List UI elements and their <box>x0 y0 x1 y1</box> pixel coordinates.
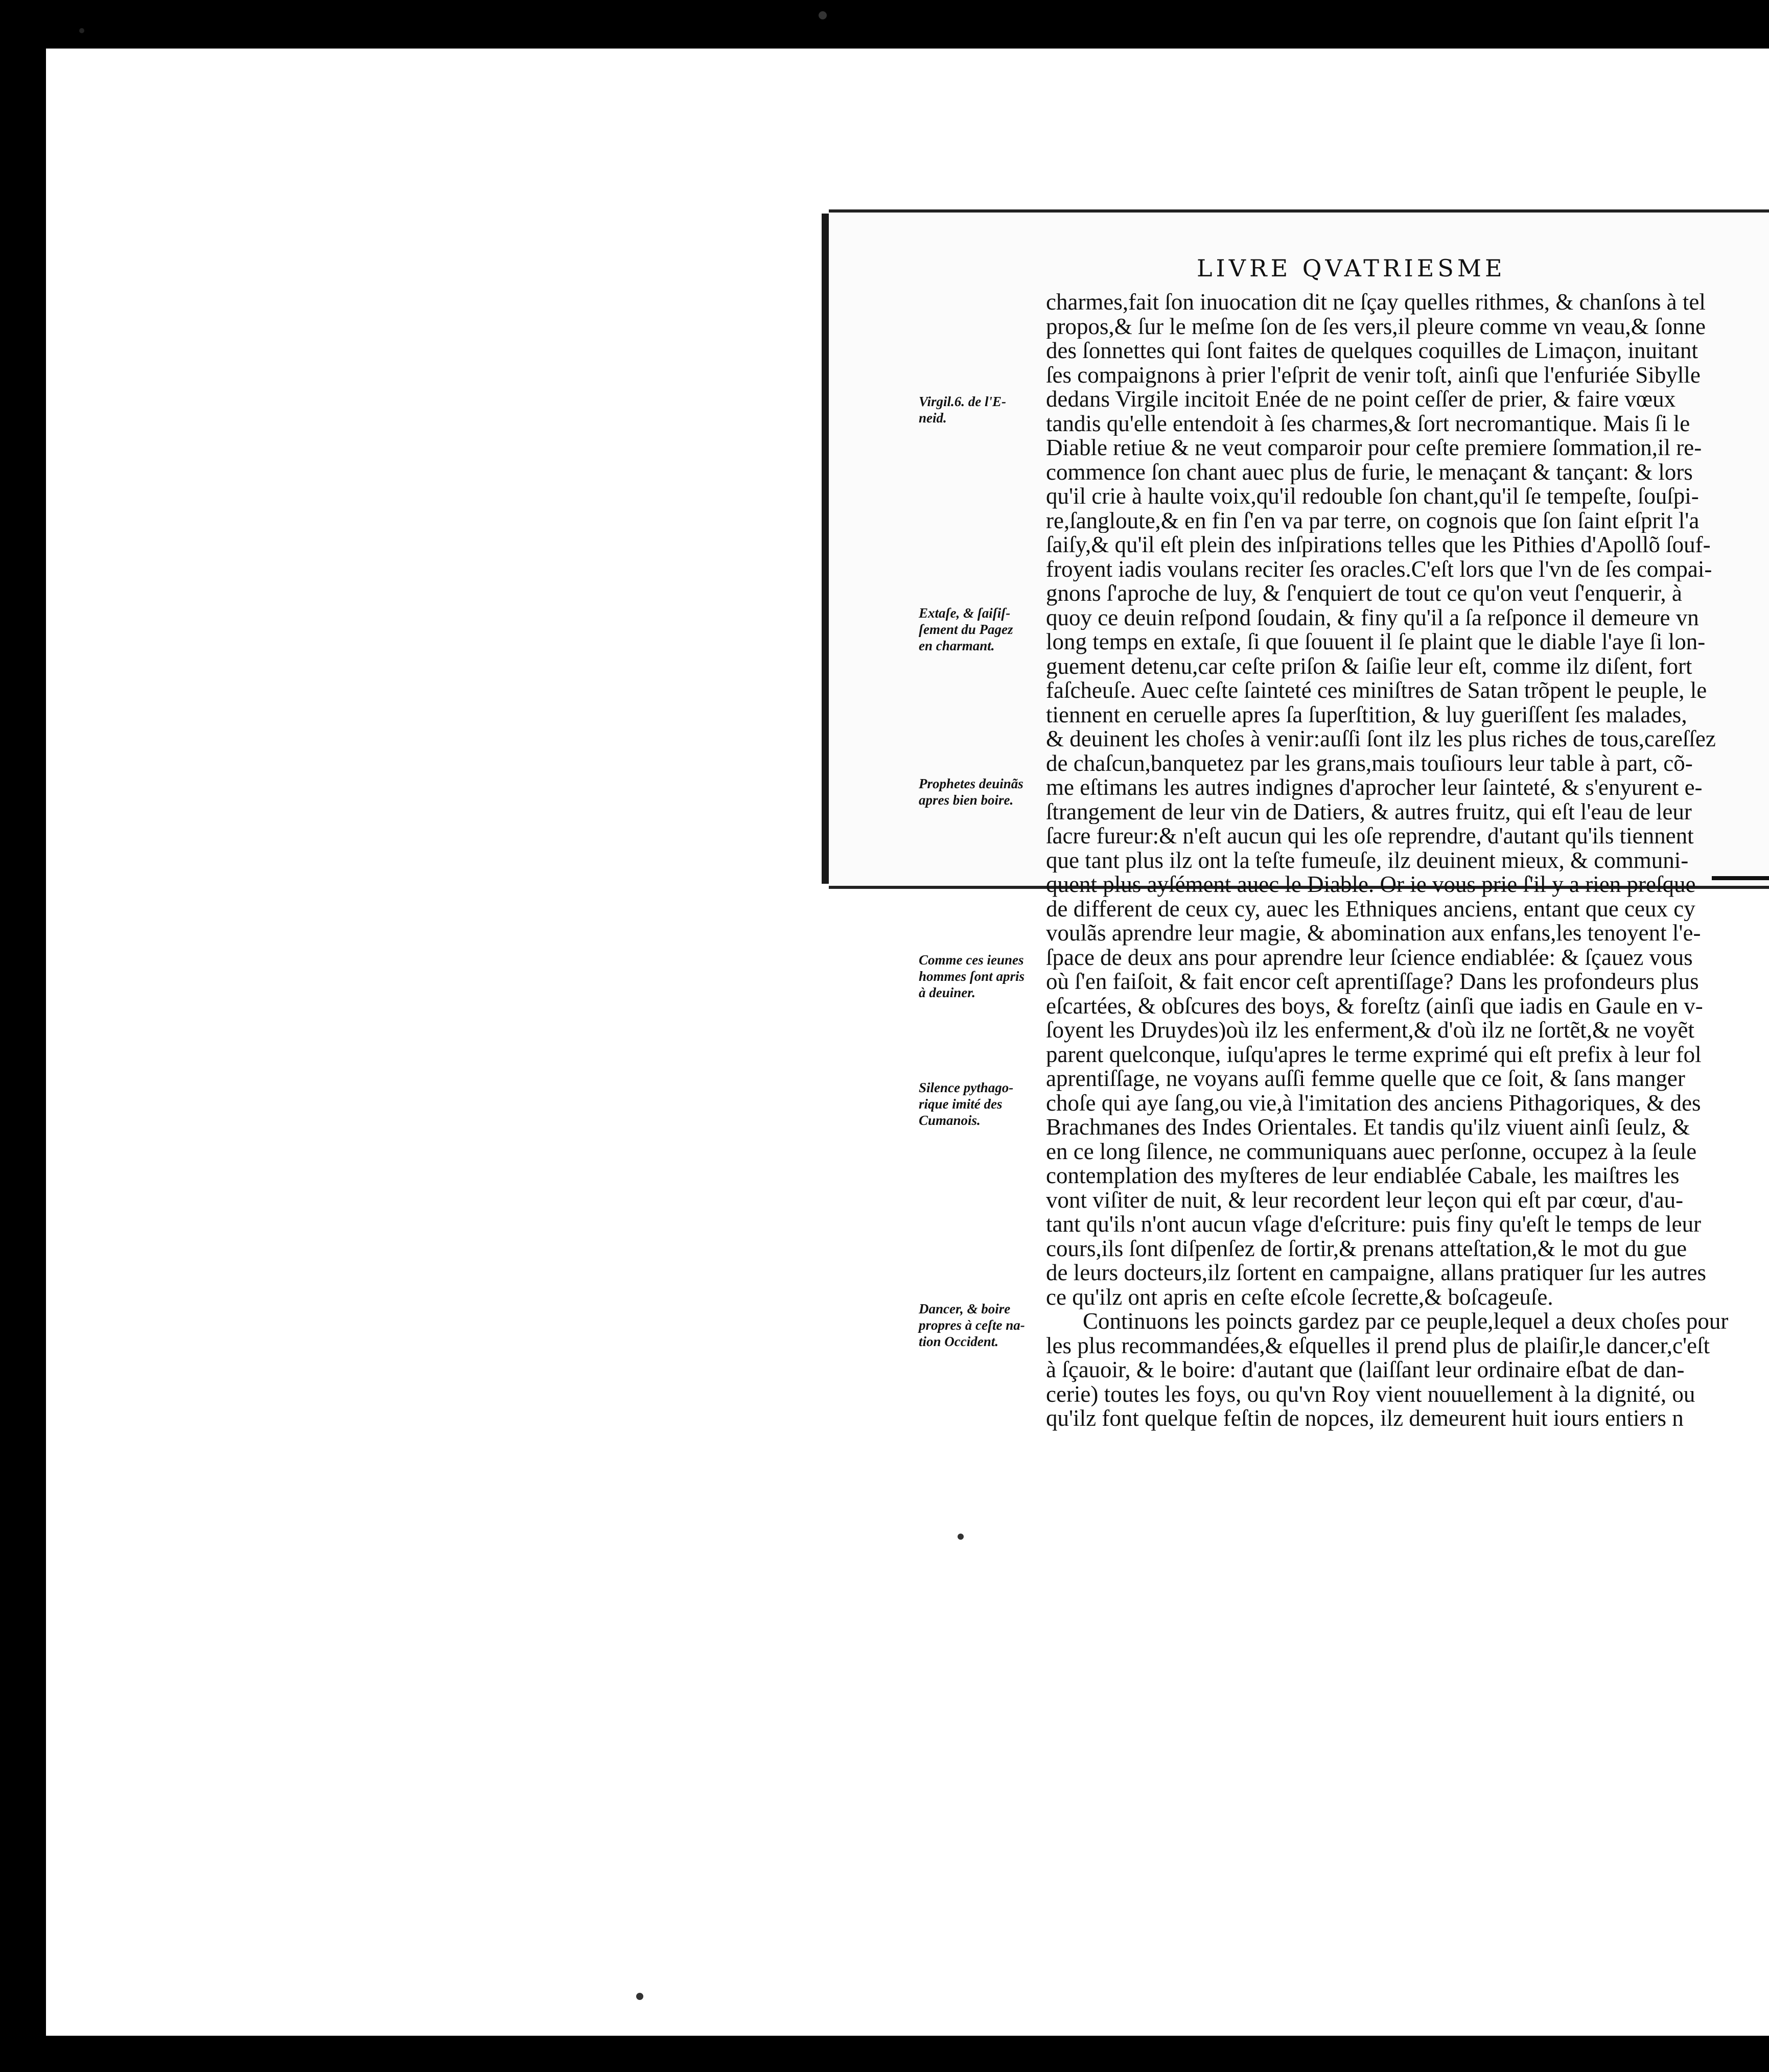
text-line: faſcheuſe. Auec ceſte ſainteté ces miniſtres de Satan trõpent le peuple, le <box>1046 678 1707 703</box>
text-line: ſes compaignons à prier l'eſprit de venir toſt, ainſi que l'enfuriée Sibylle <box>1046 363 1701 387</box>
page-edge <box>1712 876 1769 880</box>
margin-note: Prophetes deuinãs apres bien boire. <box>919 776 1023 808</box>
text-line: propos,& ſur le meſme ſon de ſes vers,il pleure comme vn veau,& ſonne <box>1046 314 1706 339</box>
text-line: de leurs docteurs,ilz ſortent en campaigne, allans pratiquer ſur les autres <box>1046 1261 1707 1285</box>
text-line: ſacre fureur:& n'eſt aucun qui les oſe reprendre, d'autant qu'ils tiennent <box>1046 824 1694 849</box>
text-line: long temps en extaſe, ſi que ſouuent il ſe plaint que le diable l'aye ſi lon- <box>1046 630 1706 654</box>
text-line: ce qu'ilz ont apris en ceſte eſcole ſecrette,& boſcageuſe. <box>1046 1285 1553 1309</box>
book-page <box>829 209 1769 1431</box>
text-line: froyent iadis voulans reciter ſes oracles.C'eſt lors que l'vn de ſes compai- <box>1046 557 1712 581</box>
text-line: tiennent en ceruelle apres ſa ſuperſtition, & luy gueriſſent ſes malades, <box>1046 702 1687 727</box>
text-line: tandis qu'elle entendoit à ſes charmes,& ſort necromantique. Mais ſi le <box>1046 411 1690 436</box>
text-line: eſcartées, & obſcures des boys, & foreſtz (ainſi que iadis en Gaule en v- <box>1046 994 1703 1018</box>
text-line: Diable retiue & ne veut comparoir pour ceſte premiere ſommation,il re- <box>1046 436 1702 460</box>
text-line: les plus recommandées,& eſquelles il prend plus de plaiſir,le dancer,c'eſt <box>1046 1333 1710 1358</box>
text-line: gnons ſ'aproche de luy, & ſ'enquiert de tout ce qu'on veut ſ'enquerir, à <box>1046 581 1682 606</box>
text-line: de different de ceux cy, auec les Ethniques anciens, entant que ceux cy <box>1046 897 1695 921</box>
text-line: vont viſiter de nuit, & leur recordent leur leçon qui eſt par cœur, d'au- <box>1046 1188 1684 1212</box>
text-line: parent quelconque, iuſqu'apres le terme exprimé qui eſt prefix à leur fol <box>1046 1042 1702 1067</box>
text-line: à ſçauoir, & le boire: d'autant que (laiſſant leur ordinaire eſbat de dan- <box>1046 1358 1685 1382</box>
margin-note: Extaſe, & ſaiſiſ- ſement du Pagez en charmant. <box>919 605 1013 653</box>
text-line: contemplation des myſteres de leur endiablée Cabale, les maiſtres les <box>1046 1164 1680 1188</box>
text-line: commence ſon chant auec plus de furie, le menaçant & tançant: & lors <box>1046 460 1693 484</box>
text-line: re,ſangloute,& en fin ſ'en va par terre, on cognois que ſon ſaint eſprit l'a <box>1046 508 1700 533</box>
book-gutter-shadow <box>822 214 829 884</box>
text-line: choſe qui aye ſang,ou vie,à l'imitation des anciens Pithagoriques, & des <box>1046 1091 1701 1115</box>
text-line: Brachmanes des Indes Orientales. Et tandis qu'ilz viuent ainſi ſeulz, & <box>1046 1115 1690 1140</box>
text-line: ſaiſy,& qu'il eſt plein des inſpirations telles que les Pithies d'Apollõ ſouf- <box>1046 533 1711 557</box>
running-head: LIVRE QVATRIESME <box>1197 254 1506 282</box>
margin-note: Comme ces ieunes hommes ſont apris à deuiner. <box>919 952 1025 1000</box>
text-line: cerie) toutes les foys, ou qu'vn Roy vient nouuellement à la dignité, ou <box>1046 1382 1695 1406</box>
text-line: quoy ce deuin reſpond ſoudain, & finy qu'il a ſa reſponce il demeure vn <box>1046 605 1699 630</box>
margin-note: Silence pythago- rique imité des Cumanois. <box>919 1080 1014 1128</box>
text-line: où ſ'en faiſoit, & fait encor ceſt aprentiſſage? Dans les profondeurs plus <box>1046 970 1699 994</box>
scan-speck <box>819 11 827 19</box>
text-line: qu'ilz font quelque feſtin de nopces, ilz demeurent huit iours entiers n <box>1046 1406 1684 1431</box>
text-line: tant qu'ils n'ont aucun vſage d'eſcriture: puis finy qu'eſt le temps de leur <box>1046 1212 1702 1237</box>
scan-speck <box>79 28 84 33</box>
text-line: me eſtimans les autres indignes d'aprocher leur ſainteté, & s'enyurent e- <box>1046 775 1703 800</box>
text-line: que tant plus ilz ont la teſte fumeuſe, ilz deuinent mieux, & communi- <box>1046 848 1689 873</box>
body-text <box>1046 290 1769 1431</box>
margin-note: Virgil.6. de l'E- neid. <box>919 394 1007 426</box>
margin-note: Dancer, & boire propres à ceſte na- tion Occident. <box>919 1301 1025 1349</box>
text-line: aprentiſſage, ne voyans auſſi femme quelle que ce ſoit, & ſans manger <box>1046 1067 1685 1091</box>
text-line: ſtrangement de leur vin de Datiers, & autres fruitz, qui eſt l'eau de leur <box>1046 799 1692 824</box>
text-line: dedans Virgile incitoit Enée de ne point ceſſer de prier, & faire vœux <box>1046 387 1676 412</box>
text-line: qu'il crie à haulte voix,qu'il redouble ſon chant,qu'il ſe tempeſte, ſouſpi- <box>1046 484 1699 509</box>
text-line: & deuinent les choſes à venir:auſſi ſont ilz les plus riches de tous,careſſez <box>1046 727 1716 751</box>
text-line: charmes,fait ſon inuocation dit ne ſçay quelles rithmes, & chanſons à tel <box>1046 290 1706 315</box>
text-line: quent plus ayſément auec le Diable. Or ie vous prie ſ'il y a rien preſque <box>1046 873 1696 897</box>
text-line: des ſonnettes qui ſont faites de quelques coquilles de Limaçon, inuitant <box>1046 339 1698 363</box>
text-line: ſoyent les Druydes)où ilz les enferment,& d'où ilz ne ſortẽt,& ne voyẽt <box>1046 1018 1695 1043</box>
text-line: de chaſcun,banquetez par les grans,mais touſiours leur table à part, cõ- <box>1046 751 1693 775</box>
text-line: ſpace de deux ans pour aprendre leur ſcience endiablée: & ſçauez vous <box>1046 945 1693 970</box>
text-line: cours,ils ſont diſpenſez de ſortir,& prenans atteſtation,& le mot du gue <box>1046 1236 1687 1261</box>
text-line: en ce long ſilence, ne communiquans auec perſonne, occupez à la ſeule <box>1046 1139 1697 1164</box>
text-line: guement detenu,car ceſte priſon & ſaiſie leur eſt, comme ilz diſent, fort <box>1046 654 1692 678</box>
text-line: voulãs aprendre leur magie, & abomination aux enfans,les tenoyent l'e- <box>1046 921 1701 946</box>
text-line: Continuons les poincts gardez par ce peuple,lequel a deux choſes pour <box>1083 1309 1729 1334</box>
